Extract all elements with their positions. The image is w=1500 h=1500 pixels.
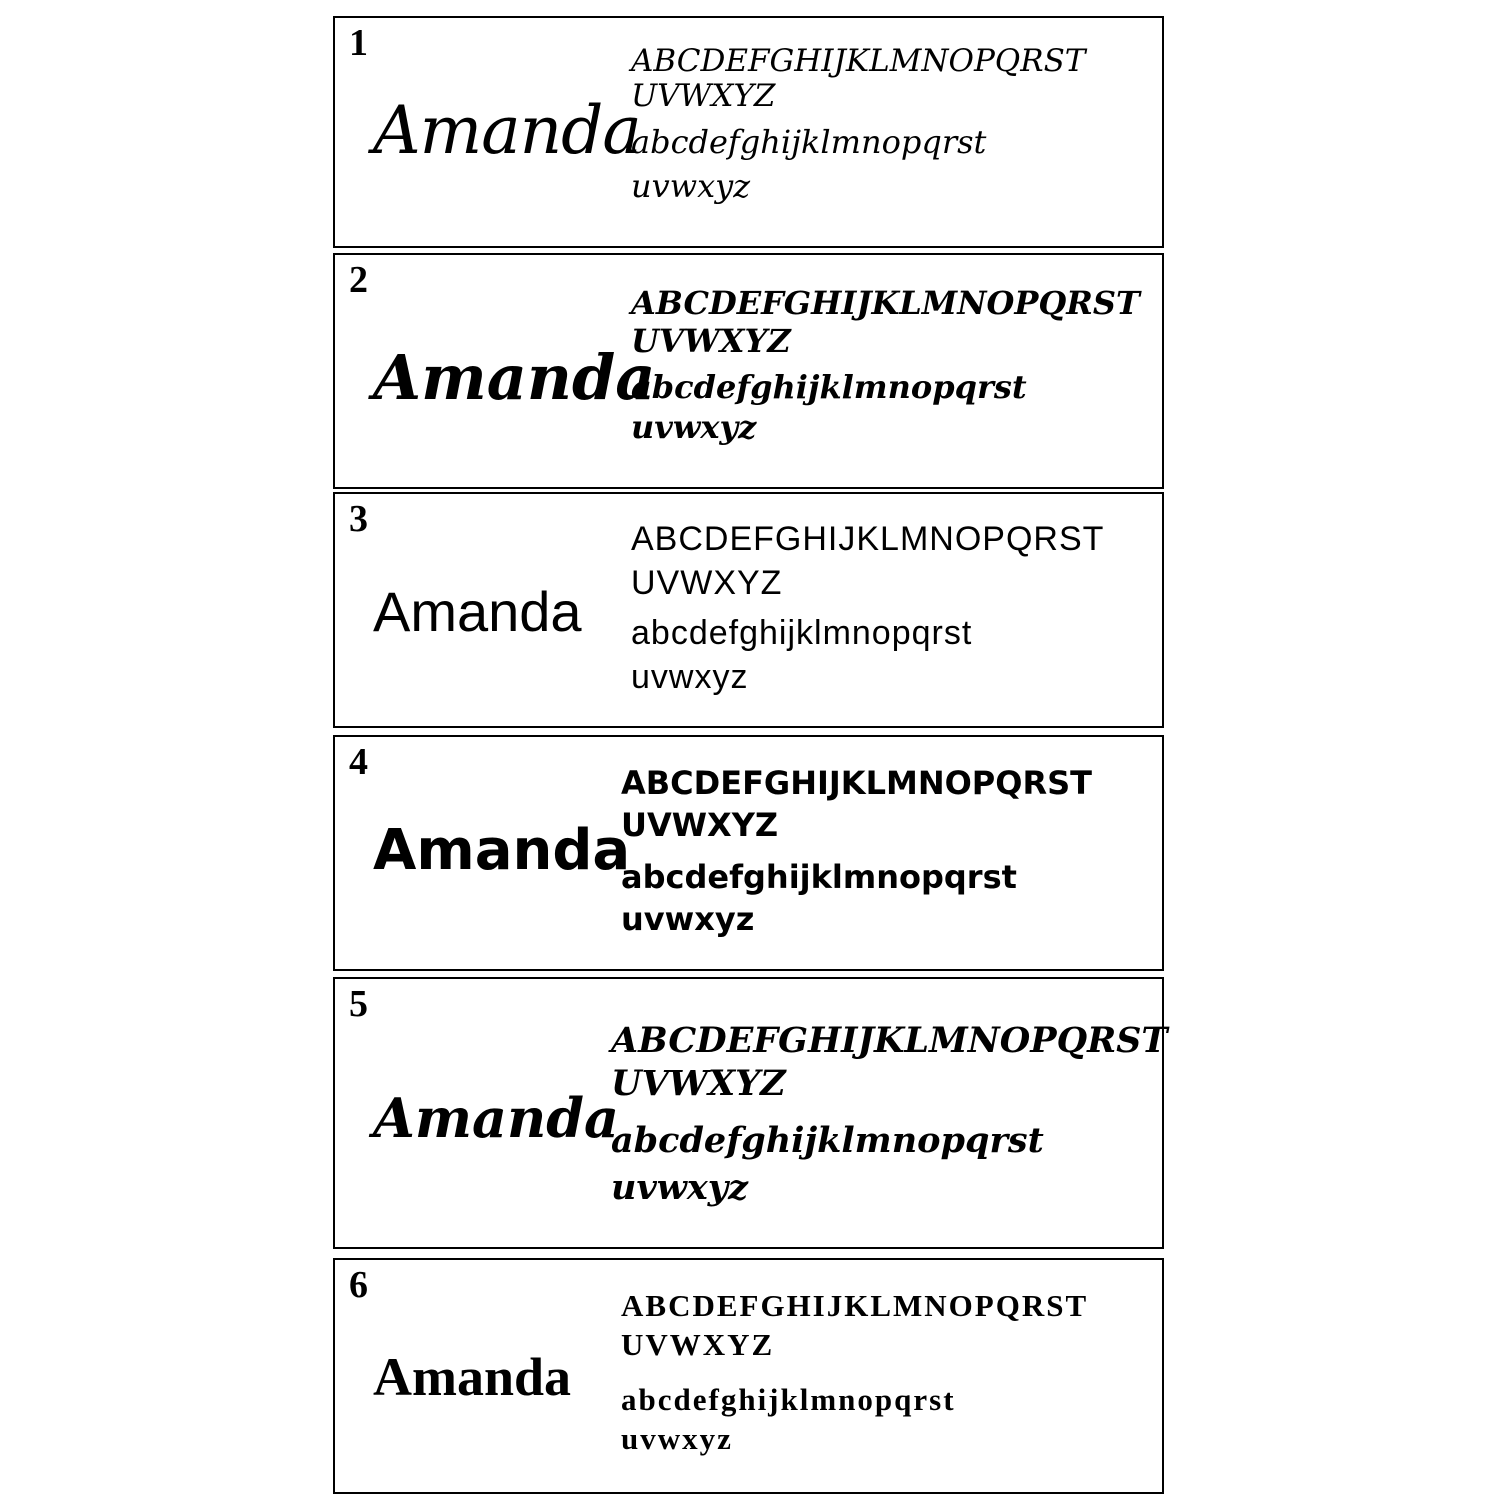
uppercase-line-1: ABCDEFGHIJKLMNOPQRST	[621, 764, 1092, 802]
lowercase-line-1: abcdefghijklmnopqrst	[631, 614, 973, 652]
font-sample-name: Amanda	[373, 1347, 572, 1407]
uppercase-line-2: UVWXYZ	[621, 806, 779, 844]
lowercase-line-1: abcdefghijklmnopqrst	[631, 368, 1027, 406]
uppercase-line-1: ABCDEFGHIJKLMNOPQRST	[631, 284, 1140, 322]
lowercase-line-2: uvwxyz	[631, 408, 757, 446]
uppercase-line-1: ABCDEFGHIJKLMNOPQRST	[631, 520, 1105, 558]
lowercase-line-2: uvwxyz	[621, 1421, 733, 1456]
font-option-3[interactable]	[333, 492, 1164, 728]
alphabet-block	[621, 764, 1092, 938]
uppercase-line-2: UVWXYZ	[621, 1327, 775, 1362]
uppercase-line-1: ABCDEFGHIJKLMNOPQRST	[621, 1288, 1089, 1323]
font-option-number: 5	[349, 983, 368, 1025]
font-sample-name: Amanda	[373, 818, 631, 883]
alphabet-block	[631, 522, 1104, 694]
font-option-4[interactable]	[333, 735, 1164, 971]
font-sample-name: Amanda	[373, 92, 641, 169]
alphabet-block	[631, 284, 1140, 446]
uppercase-line-2: UVWXYZ	[631, 322, 791, 360]
font-option-number: 4	[349, 741, 368, 783]
lowercase-line-1: abcdefghijklmnopqrst	[621, 1382, 956, 1417]
font-sample-name: Amanda	[373, 341, 656, 414]
lowercase-line-2: uvwxyz	[631, 658, 749, 696]
lowercase-line-1: abcdefghijklmnopqrst	[631, 123, 987, 161]
uppercase-line-2: UVWXYZ	[611, 1063, 786, 1104]
font-option-5[interactable]	[333, 977, 1168, 1249]
font-option-number: 2	[349, 259, 368, 301]
lowercase-line-2: uvwxyz	[631, 167, 751, 205]
lowercase-line-2: uvwxyz	[621, 900, 755, 938]
font-option-1[interactable]	[333, 16, 1164, 248]
alphabet-block	[631, 43, 1086, 205]
alphabet-block	[611, 1020, 1168, 1208]
uppercase-line-2: UVWXYZ	[631, 564, 783, 602]
lowercase-line-1: abcdefghijklmnopqrst	[621, 858, 1017, 896]
uppercase-line-2: UVWXYZ	[631, 78, 776, 114]
uppercase-line-1: ABCDEFGHIJKLMNOPQRST	[611, 1020, 1168, 1061]
font-option-number: 3	[349, 498, 368, 540]
alphabet-block	[621, 1290, 1088, 1454]
font-option-number: 1	[349, 22, 368, 64]
lowercase-line-2: uvwxyz	[611, 1167, 748, 1208]
font-option-number: 6	[349, 1264, 368, 1306]
font-option-2[interactable]	[333, 253, 1164, 489]
lowercase-line-1: abcdefghijklmnopqrst	[611, 1120, 1044, 1161]
uppercase-line-1: ABCDEFGHIJKLMNOPQRST	[631, 43, 1086, 79]
font-sample-name: Amanda	[373, 1086, 620, 1150]
font-sample-name: Amanda	[373, 580, 582, 643]
font-option-6[interactable]	[333, 1258, 1164, 1494]
